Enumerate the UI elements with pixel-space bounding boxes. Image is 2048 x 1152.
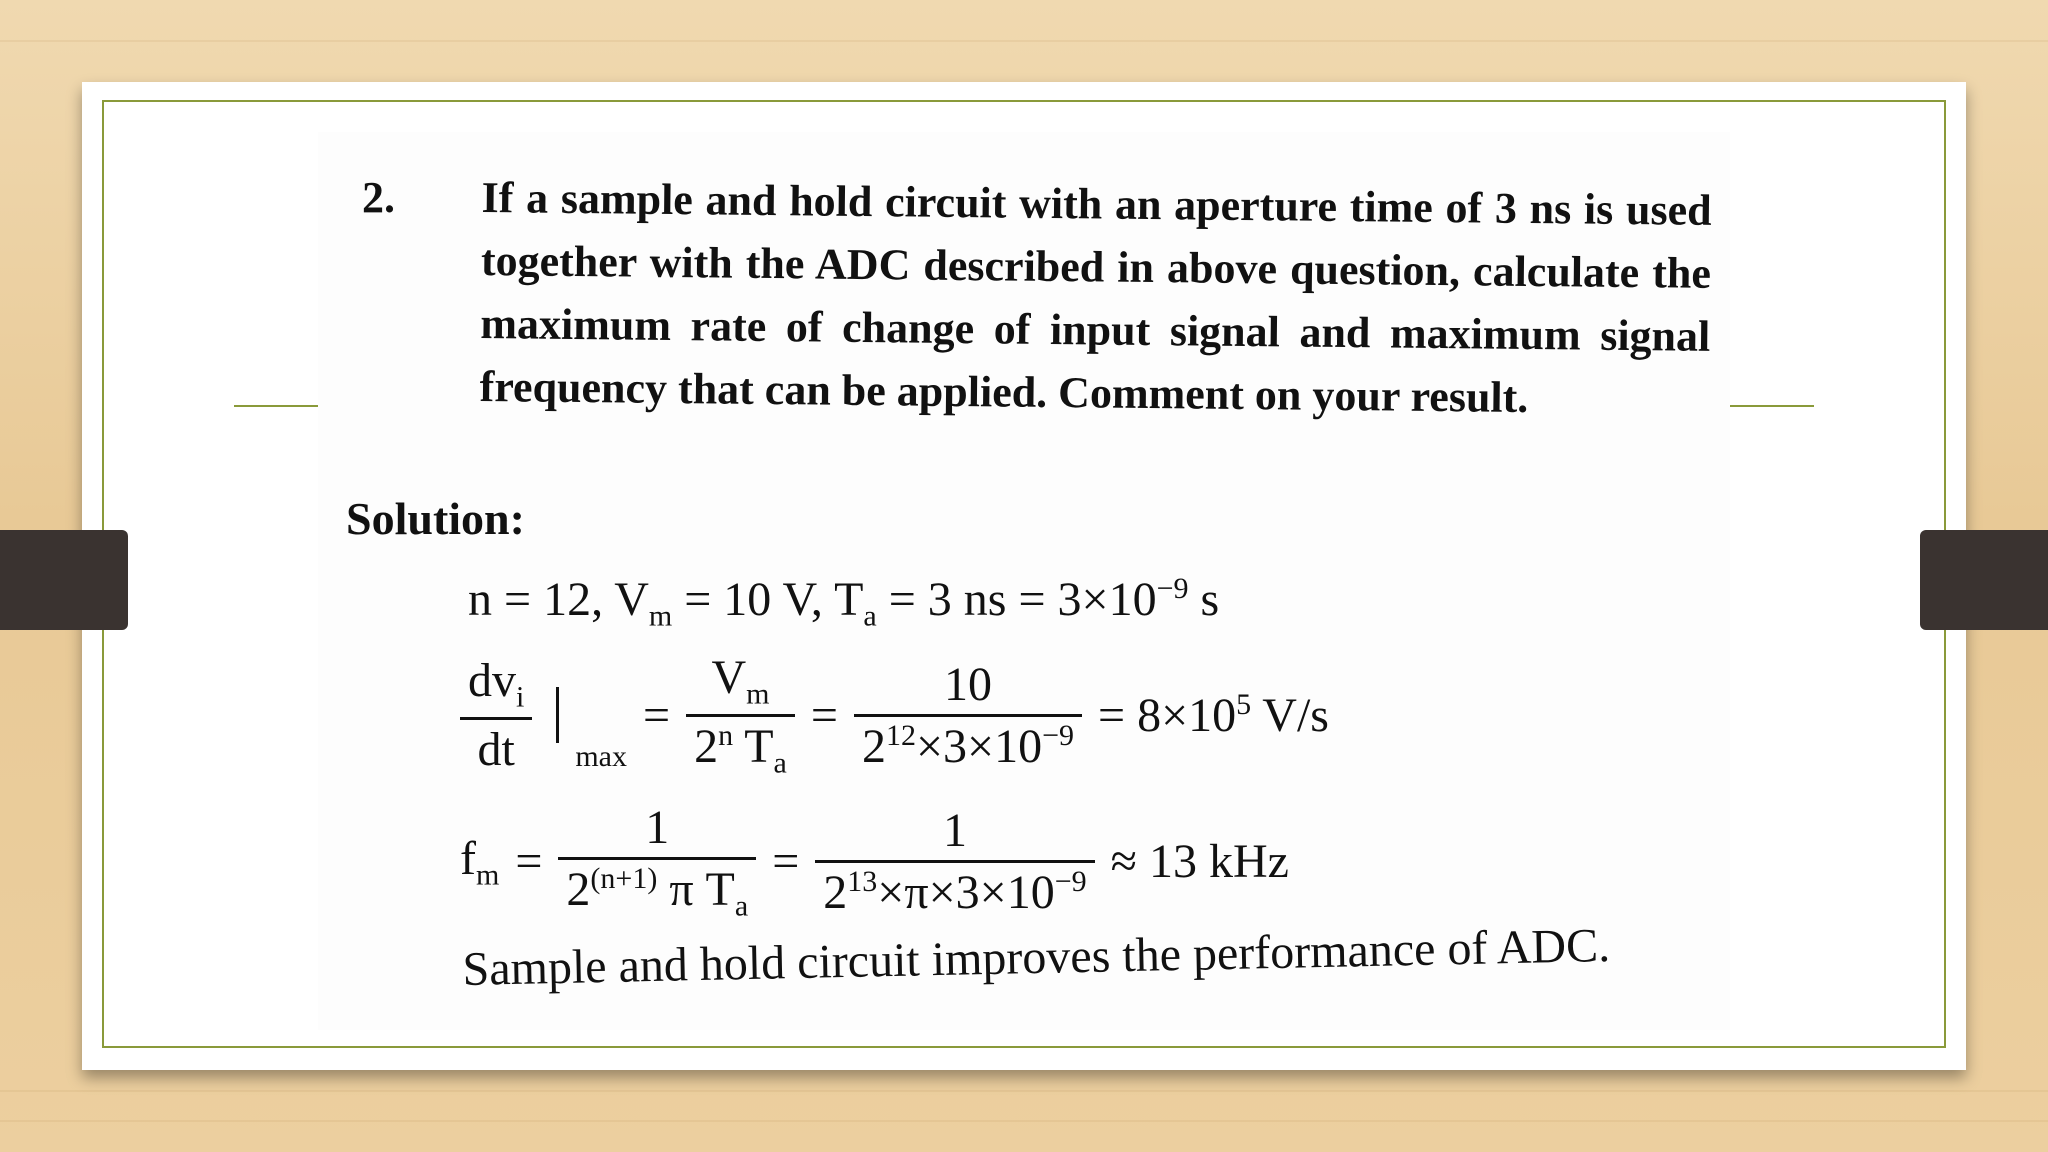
slew-rate-equation: $\frac{dv_i}{dt}$ max = $\frac{V_m}{2^n T_a}$ = $\frac{10}{2^{12}\times 3\times 10^{-9}}$ = $8\times 10^5$ V/s — [460, 650, 1329, 780]
dv-dt-fraction: $\frac{dv_i}{dt}$ — [460, 653, 532, 777]
scanned-page-image — [318, 132, 1730, 1030]
numeric-fraction: $\frac{10}{2^{12}\times 3\times 10^{-9}}$ — [854, 657, 1082, 774]
result-comment: Sample and hold circuit improves the performance of ADC. — [462, 918, 1611, 996]
max-frequency-equation: $f_m$ = $\frac{1}{2^{(n+1)} \pi T_a}$ = $\frac{1}{2^{13}\times\pi\times 3\times 10^{-9}}$ ≈ 13 kHz — [460, 801, 1289, 923]
evaluation-bar — [556, 687, 559, 743]
fm-numeric-fraction: $\frac{1}{2^{13}\times\pi\times 3\times 10^{-9}}$ — [815, 803, 1094, 920]
left-tab-decoration — [0, 530, 128, 630]
question-text: If a sample and hold circuit with an aperture time of 3 ns is used together with the ADC described in above question, calculate the maximum rate of change of input signal and maximum signal frequency that can be applied. Comment on your result. — [479, 172, 1712, 422]
solution-heading: Solution: — [346, 493, 525, 544]
fm-symbolic-fraction: $\frac{1}{2^{(n+1)} \pi T_a}$ — [558, 800, 756, 924]
question-number: 2. — [362, 173, 395, 222]
given-values: n = 12, $V_m = 10$ V, $T_a = 3$ ns = $3\times 10^{-9}$ s — [468, 572, 1220, 633]
vm-fraction: $\frac{V_m}{2^n T_a}$ — [686, 650, 795, 780]
left-rule-decoration — [234, 405, 318, 407]
right-rule-decoration — [1730, 405, 1814, 407]
right-tab-decoration — [1920, 530, 2048, 630]
